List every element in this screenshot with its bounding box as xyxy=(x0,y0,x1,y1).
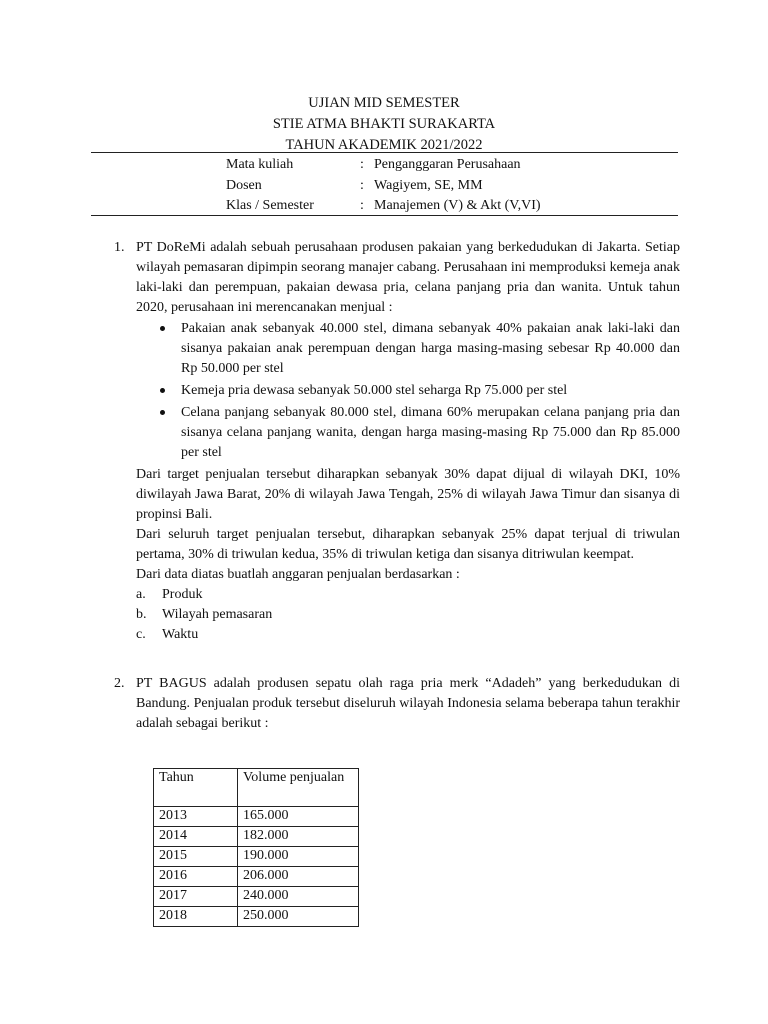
bullet-icon xyxy=(160,326,165,331)
region-paragraph: Dari target penjualan tersebut diharapkan sebanyak 30% dapat dijual di wilayah DKI, 10% diwilayah Jawa Barat, 20% di wilayah Jawa Tengah, 25% di wilayah Jawa Timur dan sisanya di propinsi Bali. xyxy=(136,467,680,522)
bullet-list xyxy=(136,319,680,463)
option-item xyxy=(136,585,680,605)
question-body xyxy=(136,238,680,645)
table-header-cell: Tahun xyxy=(154,769,238,807)
option-text: Waktu xyxy=(162,627,199,642)
table-cell: 206.000 xyxy=(238,867,359,887)
bullet-item xyxy=(136,403,680,463)
question-body xyxy=(136,674,680,734)
question-number: 2. xyxy=(114,676,125,691)
option-letter: a. xyxy=(136,587,146,602)
bullet-text: Pakaian anak sebanyak 40.000 stel, dimana sebanyak 40% pakaian anak laki-laki dan sisanya pakaian anak perempuan dengan harga masing-masing sebesar Rp 40.000 dan Rp 50.000 per stel xyxy=(181,321,680,376)
bullet-item xyxy=(136,319,680,379)
table-row xyxy=(154,867,359,887)
option-list xyxy=(136,585,680,645)
option-item xyxy=(136,625,680,645)
option-text: Produk xyxy=(162,587,203,602)
exam-header xyxy=(0,93,768,156)
table-row xyxy=(154,827,359,847)
question-intro: PT DoReMi adalah sebuah perusahaan produsen pakaian yang berkedudukan di Jakarta. Setiap wilayah pemasaran dipimpin seorang manajer cabang. Perusahaan ini memproduksi kemeja anak laki-laki dan perempuan, pakaian dewasa pria, celana panjang pria dan wanita. Untuk tahun 2020, perusahaan ini merencanakan menjual : xyxy=(136,240,680,315)
table-cell: 2018 xyxy=(154,907,238,927)
instruction-paragraph: Dari data diatas buatlah anggaran penjualan berdasarkan : xyxy=(136,567,460,582)
option-text: Wilayah pemasaran xyxy=(162,607,273,622)
table-row xyxy=(154,907,359,927)
table-cell: 240.000 xyxy=(238,887,359,907)
info-value: Wagiyem, SE, MM xyxy=(374,177,483,193)
table-cell: 2017 xyxy=(154,887,238,907)
info-colon: : xyxy=(360,198,364,213)
table-cell: 2016 xyxy=(154,867,238,887)
course-info xyxy=(226,155,676,217)
option-letter: b. xyxy=(136,607,147,622)
bullet-icon xyxy=(160,410,165,415)
bullet-item xyxy=(136,381,680,401)
table-header-cell: Volume penjualan xyxy=(238,769,359,807)
info-value: Penganggaran Perusahaan xyxy=(374,157,521,172)
table-cell: 2014 xyxy=(154,827,238,847)
table-row xyxy=(154,887,359,907)
info-row-class xyxy=(226,196,676,217)
info-row-course xyxy=(226,155,676,176)
academic-year: TAHUN AKADEMIK 2021/2022 xyxy=(285,137,483,153)
table-cell: 250.000 xyxy=(238,907,359,927)
question-1 xyxy=(114,238,680,645)
header-divider-top xyxy=(91,152,678,153)
info-label: Mata kuliah xyxy=(226,157,294,172)
bullet-text: Kemeja pria dewasa sebanyak 50.000 stel seharga Rp 75.000 per stel xyxy=(181,383,568,398)
info-value: Manajemen (V) & Akt (V,VI) xyxy=(374,198,541,213)
institution-name: STIE ATMA BHAKTI SURAKARTA xyxy=(272,116,496,132)
table-cell: 2015 xyxy=(154,847,238,867)
bullet-icon xyxy=(160,388,165,393)
quarter-paragraph: Dari seluruh target penjualan tersebut, diharapkan sebanyak 25% dapat terjual di triwulan pertama, 30% di triwulan kedua, 35% di triwulan ketiga dan sisanya ditriwulan keempat. xyxy=(136,527,680,562)
info-colon: : xyxy=(360,157,364,172)
info-label: Dosen xyxy=(226,177,262,193)
table-row xyxy=(154,847,359,867)
info-colon: : xyxy=(360,177,364,193)
exam-title: UJIAN MID SEMESTER xyxy=(308,95,460,111)
question-2 xyxy=(114,674,680,734)
option-letter: c. xyxy=(136,627,146,642)
sales-table xyxy=(153,768,359,927)
question-number: 1. xyxy=(114,240,125,255)
info-label: Klas / Semester xyxy=(226,198,314,213)
table-cell: 190.000 xyxy=(238,847,359,867)
bullet-text: Celana panjang sebanyak 80.000 stel, dimana 60% merupakan celana panjang pria dan sisanya celana panjang wanita, dengan harga masing-masing Rp 75.000 dan Rp 85.000 per stel xyxy=(181,405,680,460)
table-cell: 165.000 xyxy=(238,807,359,827)
table-header-row xyxy=(154,769,359,807)
table-cell: 182.000 xyxy=(238,827,359,847)
table-row xyxy=(154,807,359,827)
info-row-lecturer xyxy=(226,176,676,197)
question-intro: PT BAGUS adalah produsen sepatu olah raga pria merk “Adadeh” yang berkedudukan di Bandung. Penjualan produk tersebut diseluruh wilayah Indonesia selama beberapa tahun terakhir adalah sebagai berikut : xyxy=(136,676,680,731)
table-cell: 2013 xyxy=(154,807,238,827)
option-item xyxy=(136,605,680,625)
header-divider-bottom xyxy=(91,215,678,216)
